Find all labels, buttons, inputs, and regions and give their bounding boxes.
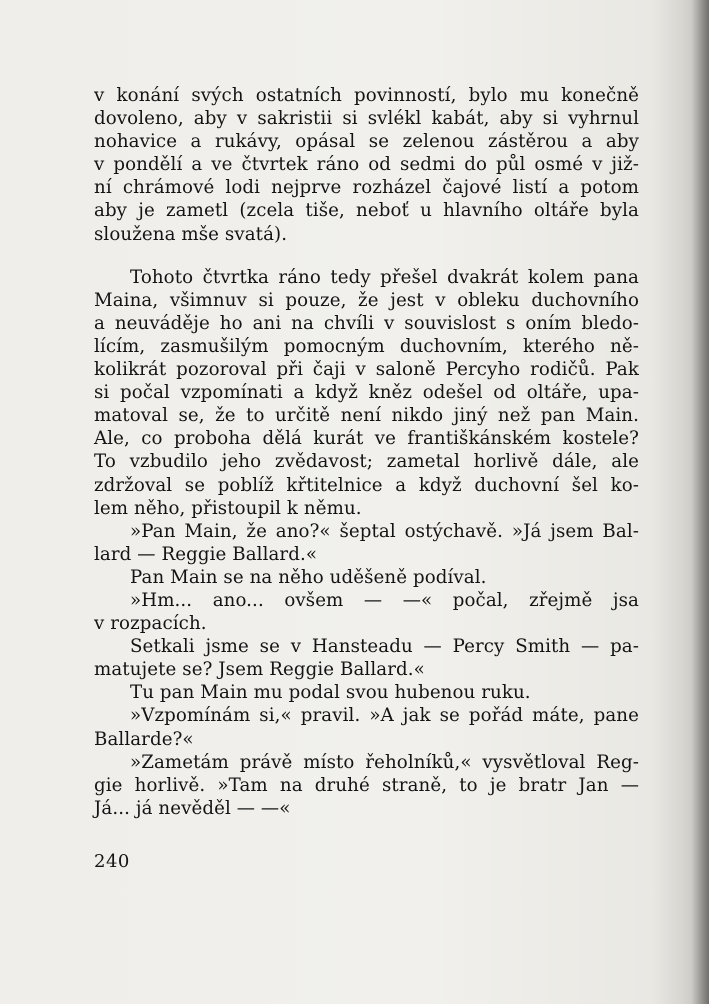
paragraph-6 bbox=[94, 635, 639, 681]
text-line: »Vzpomínám si,« pravil. »A jak se pořád máte, pane bbox=[130, 705, 639, 727]
text-line: »Hm... ano... ovšem — —« počal, zřejmě jsa bbox=[130, 589, 639, 611]
paragraph-2 bbox=[94, 266, 639, 520]
text-line: gie horlivě. »Tam na druhé straně, to je bratr Jan — bbox=[94, 774, 639, 796]
text-line: Pan Main se na něho uděšeně podíval. bbox=[130, 566, 487, 588]
paragraph-9 bbox=[94, 751, 639, 820]
paragraph-7 bbox=[94, 681, 639, 704]
text-line: zdržoval se poblíž křtitelnice a když duchovní šel ko- bbox=[94, 474, 639, 496]
paragraph-3 bbox=[94, 520, 639, 566]
paragraph-1 bbox=[94, 84, 639, 246]
text-line: ní chrámové lodi nejprve rozházel čajové listí a potom bbox=[94, 177, 639, 199]
text-line: Tohoto čtvrtka ráno tedy přešel dvakrát kolem pana bbox=[130, 266, 639, 288]
text-line: v pondělí a ve čtvrtek ráno od sedmi do půl osmé v již- bbox=[94, 154, 639, 176]
paragraph-5 bbox=[94, 589, 639, 635]
text-line: Ballarde?« bbox=[94, 728, 194, 750]
book-spine-shadow bbox=[691, 0, 709, 1004]
text-line: kolikrát pozoroval při čaji v saloně Percyho rodičů. Pak bbox=[94, 359, 639, 381]
text-line: matujete se? Jsem Reggie Ballard.« bbox=[94, 659, 425, 681]
text-line: lard — Reggie Ballard.« bbox=[94, 543, 318, 565]
text-line: matoval se, že to určitě není nikdo jiný než pan Main. bbox=[94, 405, 639, 427]
text-line: To vzbudilo jeho zvědavost; zametal horlivě dále, ale bbox=[94, 451, 639, 473]
text-line: a neuváděje ho ani na chvíli v souvislost s oním bledo- bbox=[94, 312, 639, 334]
text-line: dovoleno, aby v sakristii si svlékl kabát, aby si vyhrnul bbox=[94, 108, 639, 130]
text-line: si počal vzpomínati a když kněz odešel od oltáře, upa- bbox=[94, 382, 639, 404]
text-line: Já... já nevěděl — —« bbox=[94, 797, 291, 819]
text-line: Tu pan Main mu podal svou hubenou ruku. bbox=[130, 682, 531, 704]
text-line: v rozpacích. bbox=[94, 613, 207, 635]
paragraph-4 bbox=[94, 566, 639, 589]
text-line: sloužena mše svatá). bbox=[94, 223, 288, 245]
text-line: v konání svých ostatních povinností, bylo mu konečně bbox=[94, 85, 639, 106]
paragraph-8 bbox=[94, 704, 639, 750]
text-line: Setkali jsme se v Hansteadu — Percy Smith — pa- bbox=[130, 636, 639, 658]
text-line: Ale, co proboha dělá kurát ve františkánském kostele? bbox=[94, 428, 639, 450]
text-line: lícím, zasmušilým pomocným duchovním, kterého ně- bbox=[94, 335, 639, 357]
text-line: Maina, všimnuv si pouze, že jest v obleku duchovního bbox=[94, 289, 639, 311]
text-line: »Zametám právě místo řeholníků,« vysvětloval Reg- bbox=[130, 751, 639, 773]
text-line: lem něho, přistoupil k němu. bbox=[94, 497, 362, 519]
body-text bbox=[94, 84, 639, 820]
text-line: »Pan Main, že ano?« šeptal ostýchavě. »Já jsem Bal- bbox=[130, 520, 639, 542]
paragraph-gap bbox=[94, 246, 639, 266]
text-line: nohavice a rukávy, opásal se zelenou zástěrou a aby bbox=[94, 131, 639, 153]
page-number: 240 bbox=[94, 851, 130, 872]
text-line: aby je zametl (zcela tiše, neboť u hlavního oltáře byla bbox=[94, 200, 639, 222]
